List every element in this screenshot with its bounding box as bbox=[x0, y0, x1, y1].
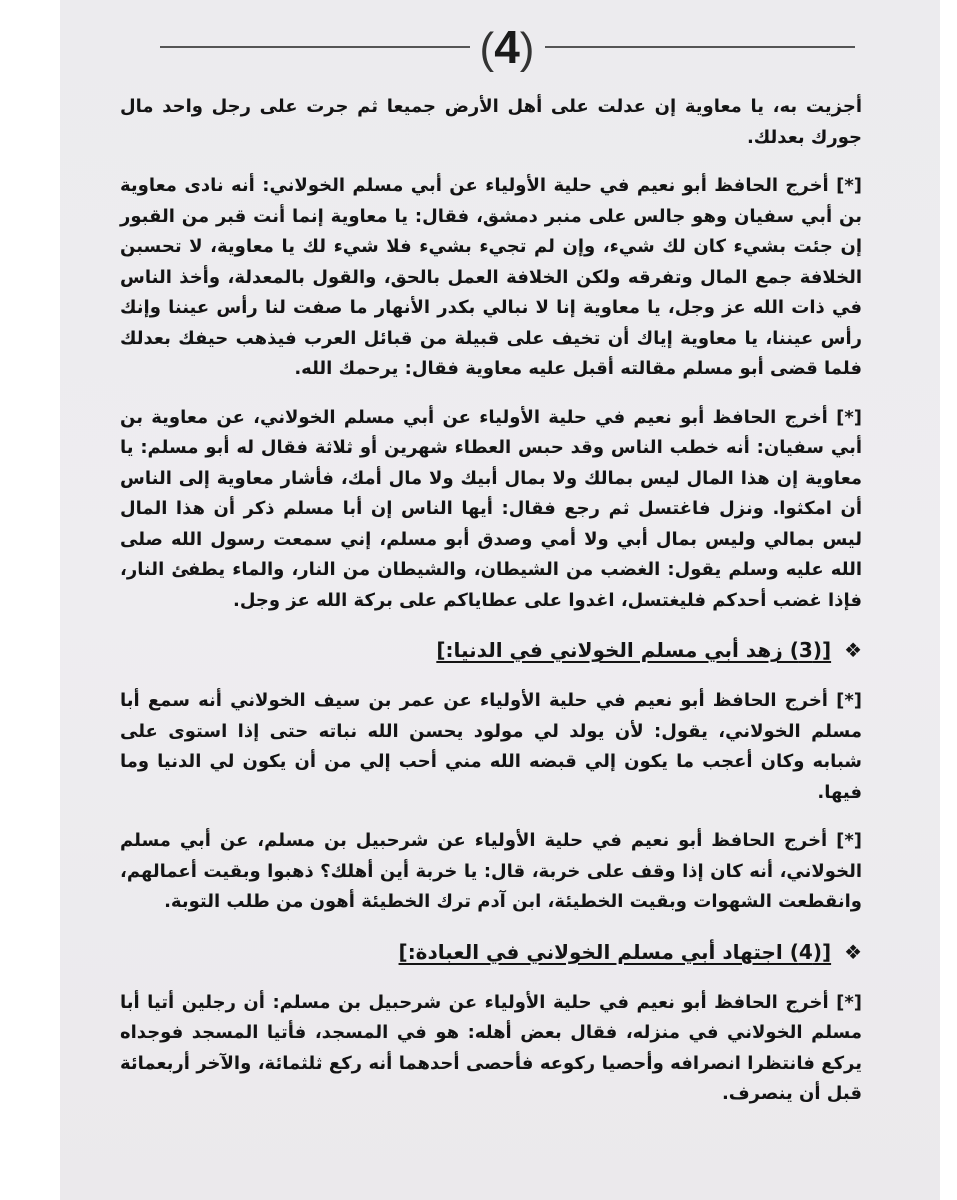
paragraph: [*] أخرج الحافظ أبو نعيم في حلية الأولياء عن أبي مسلم الخولاني، عن معاوية بن أبي سفيان: أنه خطب الناس وقد حبس العطاء شهرين أو ثلاثة فقال له أبو مسلم: يا معاوية إن هذا المال ليس بمالك ولا بمال أبيك ولا مال أمك، فأشار معاوية إلى الناس أن امكثوا. ونزل فاغتسل ثم رجع فقال: أيها الناس إن أبا مسلم ذكر أن هذا المال ليس بمالي وليس بمال أبي ولا أمي وصدق أبو مسلم، إني سمعت رسول الله صلى الله عليه وسلم يقول: الغضب من الشيطان، والشيطان من النار، والماء يطفئ النار، فإذا غضب أحدكم فليغتسل، اغدوا على عطاياكم على بركة الله عز وجل. bbox=[120, 406, 862, 611]
page-number-value: 4 bbox=[494, 21, 520, 73]
section-heading-text: [(3) زهد أبي مسلم الخولاني في الدنيا:] bbox=[436, 638, 832, 662]
header-rule-right bbox=[545, 46, 855, 48]
page-number bbox=[472, 20, 542, 74]
section-heading-4 bbox=[120, 936, 862, 968]
section-heading-3 bbox=[120, 634, 862, 666]
paragraph: أجزيت به، يا معاوية إن عدلت على أهل الأرض جميعا ثم جرت على رجل واحد مال جورك بعدلك. bbox=[120, 96, 862, 148]
page-number-open-paren: ( bbox=[479, 24, 495, 73]
page-body bbox=[120, 92, 862, 1128]
paragraph: [*] أخرج الحافظ أبو نعيم في حلية الأولياء عن عمر بن سيف الخولاني أنه سمع أبا مسلم الخولاني، يقول: لأن يولد لي مولود يحسن الله نباته حتى إذا استوى على شبابه وكان أعجب ما يكون إلي قبضه الله مني أحب إلي من أن يكون لي الدنيا وما فيها. bbox=[120, 690, 862, 803]
section-heading-text: [(4) اجتهاد أبي مسلم الخولاني في العبادة:] bbox=[398, 939, 832, 964]
paragraph: [*] أخرج الحافظ أبو نعيم في حلية الأولياء عن شرحبيل بن مسلم، عن أبي مسلم الخولاني، أنه كان إذا وقف على خربة، قال: يا خربة أين أهلك؟ ذهبوا وبقيت أعمالهم، وانقطعت الشهوات وبقيت الخطيئة، ابن آدم ترك الخطيئة أهون من طلب التوبة. bbox=[120, 830, 862, 912]
diamond-bullet-icon: ❖ bbox=[844, 638, 862, 662]
paragraph: [*] أخرج الحافظ أبو نعيم في حلية الأولياء عن شرحبيل بن مسلم: أن رجلين أتيا أبا مسلم الخولاني في منزله، فقال بعض أهله: هو في المسجد، فأتيا المسجد فوجداه يركع فانتظرا انصرافه وأحصيا ركوعه فأحصى أحدهما أنه ركع ثلثمائة، والآخر أربعمائة قبل أن ينصرف. bbox=[120, 991, 862, 1104]
diamond-bullet-icon: ❖ bbox=[844, 939, 862, 964]
page-number-close-paren: ) bbox=[519, 24, 535, 73]
paragraph: [*] أخرج الحافظ أبو نعيم في حلية الأولياء عن أبي مسلم الخولاني: أنه نادى معاوية بن أبي سفيان وهو جالس على منبر دمشق، فقال: يا معاوية إنما أنت قبر من القبور إن جئت بشيء كان لك شيء، وإن لم تجيء بشيء فلا شيء لك يا معاوية، لا تحسبن الخلافة جمع المال وتفرقه ولكن الخلافة العمل بالحق، والقول بالمعدلة، وأخذ الناس في ذات الله عز وجل، يا معاوية إنا لا نبالي بكدر الأنهار ما صفت لنا رأس عيننا وإنك رأس عيننا، يا معاوية إياك أن تخيف على قبيلة من قبائل العرب فيذهب حيفك بعدلك فلما قضى أبو مسلم مقالته أقبل عليه معاوية فقال: يرحمك الله. bbox=[120, 175, 862, 379]
header-rule-left bbox=[160, 46, 470, 48]
